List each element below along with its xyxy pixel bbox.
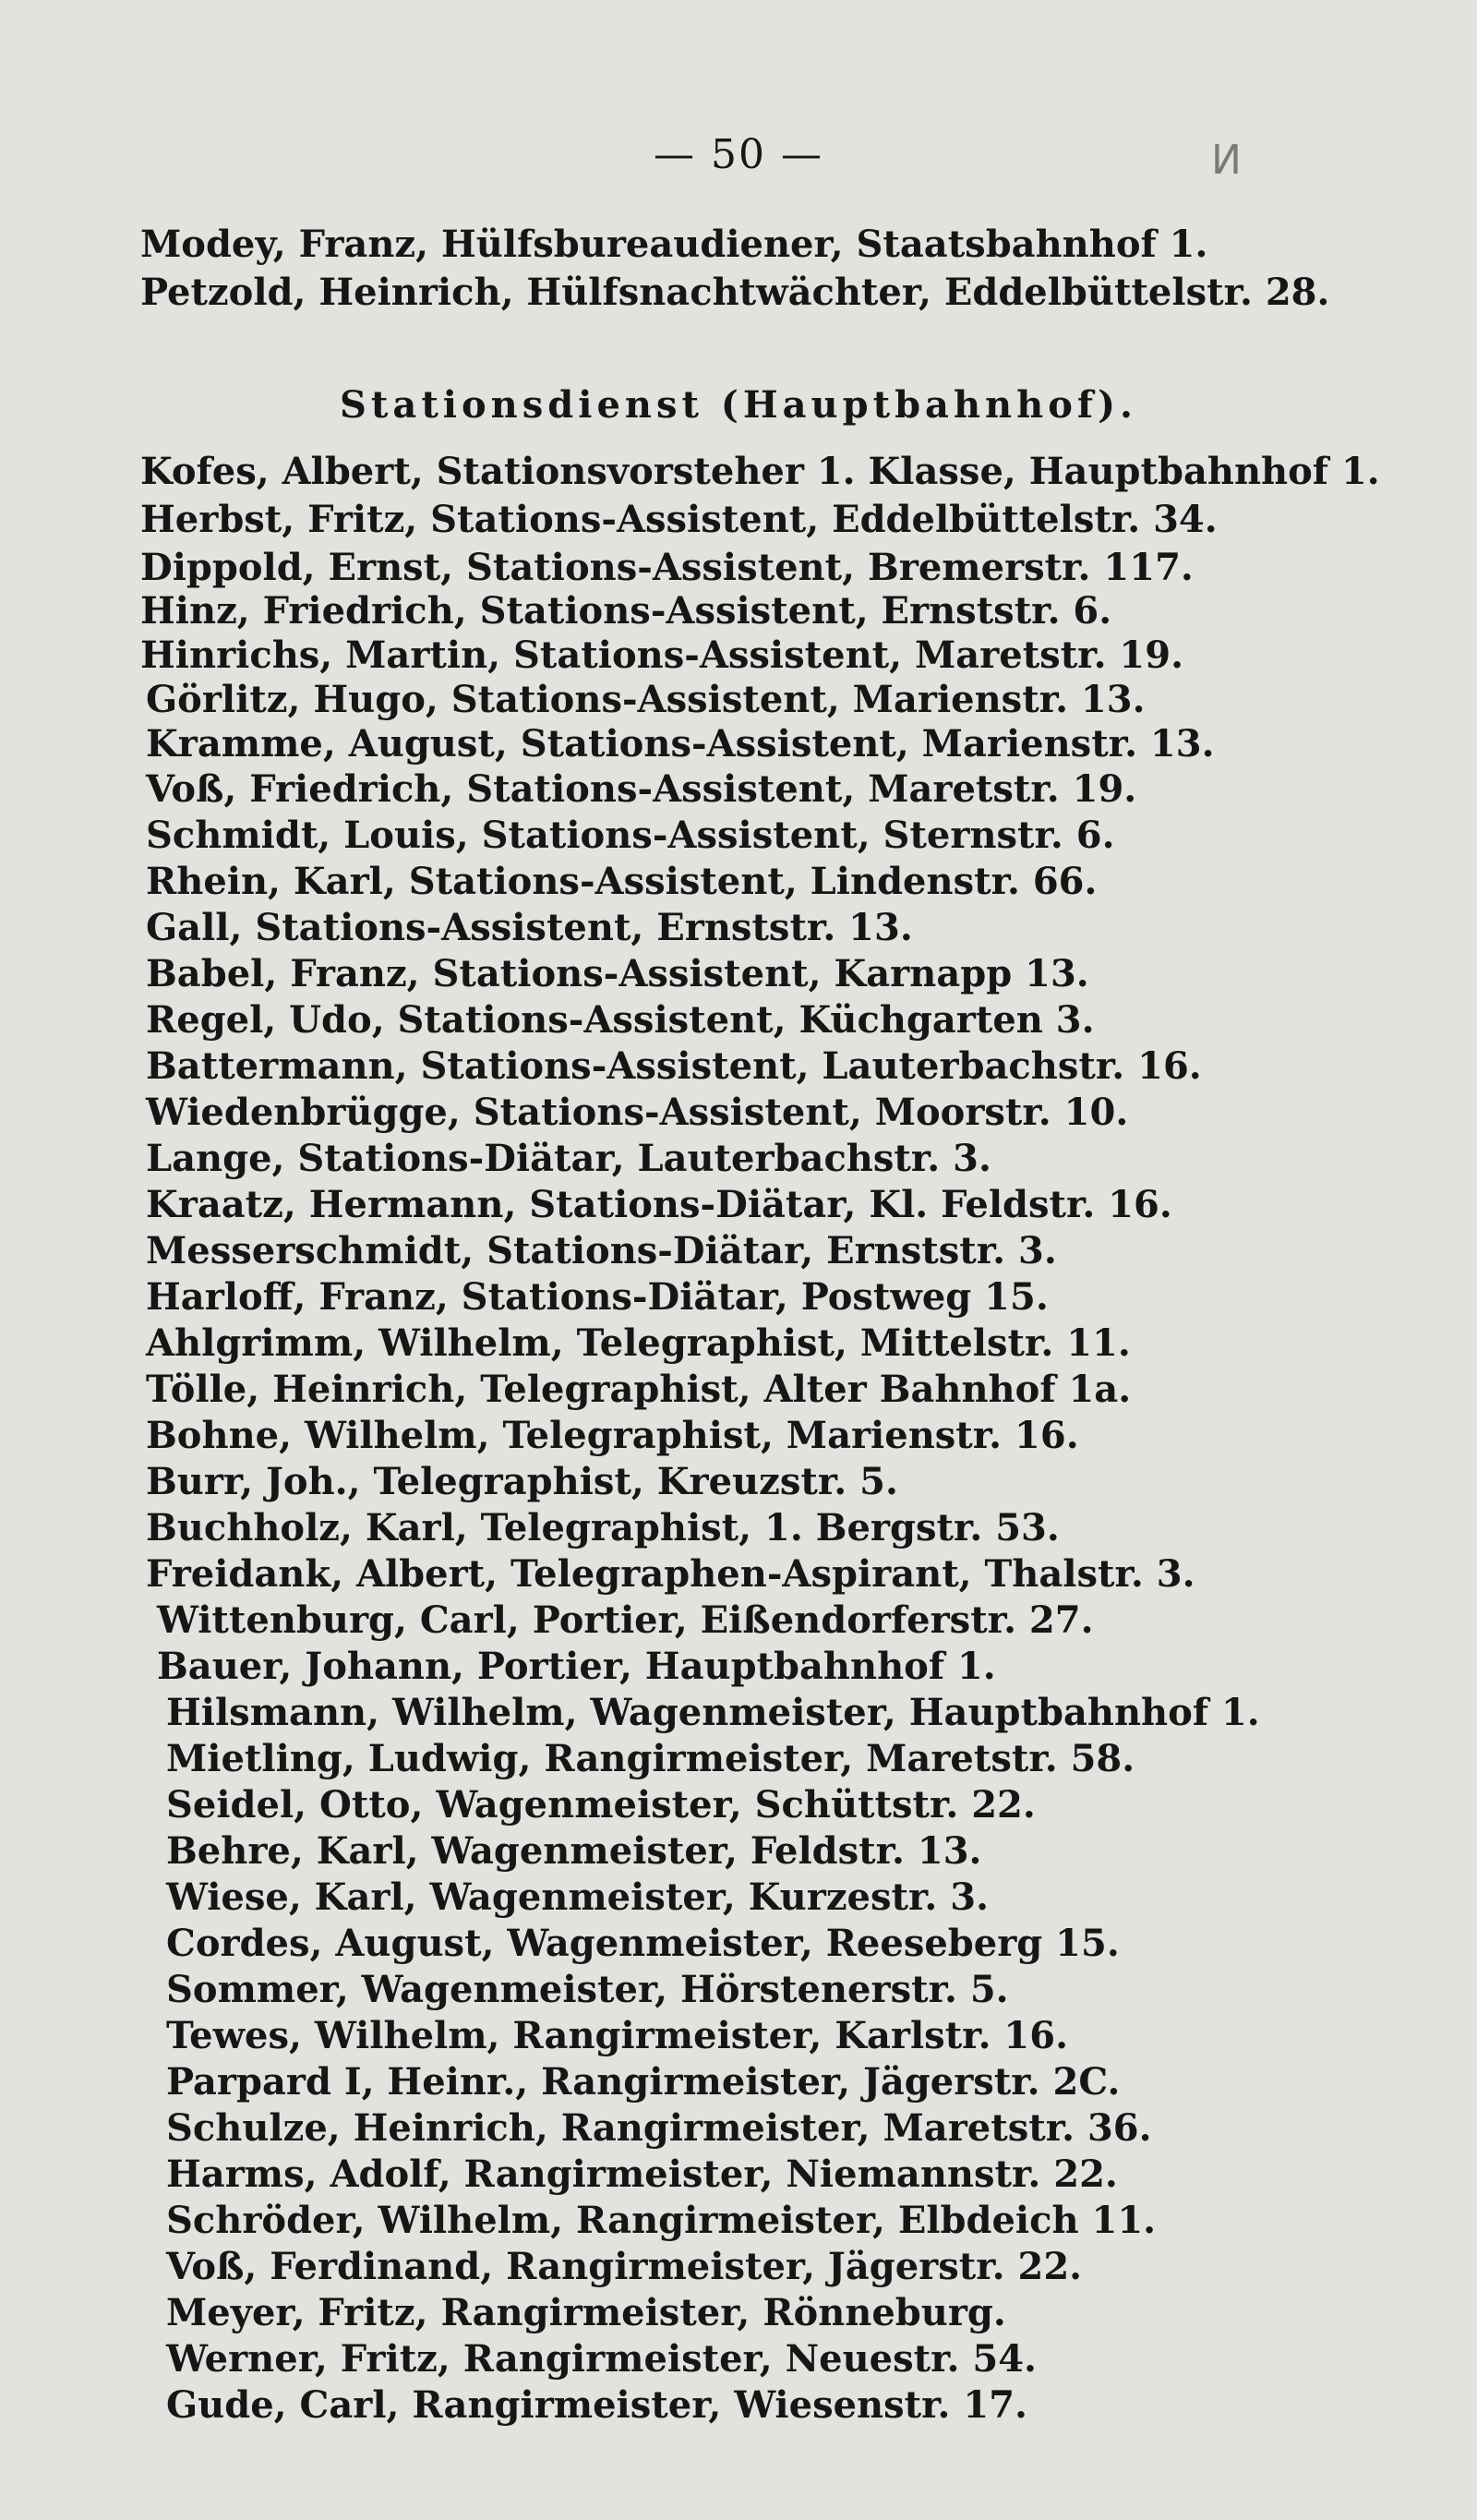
section-heading: Stationsdienst (Hauptbahnhof). bbox=[340, 383, 1137, 427]
entry-line: Parpard I, Heinr., Rangirmeister, Jägerstr. 2C. bbox=[166, 2060, 1121, 2104]
entry-line: Behre, Karl, Wagenmeister, Feldstr. 13. bbox=[166, 1829, 982, 1873]
entry-line: Hinz, Friedrich, Stations-Assistent, Ernststr. 6. bbox=[140, 589, 1112, 633]
entry-line: Bohne, Wilhelm, Telegraphist, Marienstr. 16. bbox=[146, 1414, 1079, 1457]
entry-line: Modey, Franz, Hülfsbureaudiener, Staatsbahnhof 1. bbox=[140, 223, 1208, 266]
entry-line: Battermann, Stations-Assistent, Lauterbachstr. 16. bbox=[146, 1044, 1202, 1088]
entry-line: Kramme, August, Stations-Assistent, Marienstr. 13. bbox=[146, 722, 1215, 766]
entry-line: Messerschmidt, Stations-Diätar, Ernststr. 3. bbox=[146, 1229, 1057, 1272]
entry-line: Kraatz, Hermann, Stations-Diätar, Kl. Feldstr. 16. bbox=[146, 1183, 1172, 1226]
entry-line: Gall, Stations-Assistent, Ernststr. 13. bbox=[146, 906, 913, 949]
entry-line: Harloff, Franz, Stations-Diätar, Postweg 15. bbox=[146, 1275, 1049, 1319]
entry-line: Babel, Franz, Stations-Assistent, Karnapp 13. bbox=[146, 952, 1089, 995]
entry-line: Hilsmann, Wilhelm, Wagenmeister, Hauptbahnhof 1. bbox=[166, 1691, 1260, 1734]
entry-line: Cordes, August, Wagenmeister, Reeseberg 15. bbox=[166, 1922, 1120, 1965]
entry-line: Mietling, Ludwig, Rangirmeister, Maretstr. 58. bbox=[166, 1737, 1135, 1780]
entry-line: Bauer, Johann, Portier, Hauptbahnhof 1. bbox=[157, 1645, 996, 1688]
entry-line: Schmidt, Louis, Stations-Assistent, Sternstr. 6. bbox=[146, 814, 1115, 857]
entry-line: Voß, Ferdinand, Rangirmeister, Jägerstr. 22. bbox=[166, 2245, 1083, 2288]
entry-line: Tölle, Heinrich, Telegraphist, Alter Bahnhof 1a. bbox=[146, 1368, 1132, 1411]
entry-line: Petzold, Heinrich, Hülfsnachtwächter, Eddelbüttelstr. 28. bbox=[140, 271, 1330, 314]
entry-line: Hinrichs, Martin, Stations-Assistent, Maretstr. 19. bbox=[140, 633, 1184, 677]
entry-line: Tewes, Wilhelm, Rangirmeister, Karlstr. 16. bbox=[166, 2014, 1069, 2057]
entry-line: Meyer, Fritz, Rangirmeister, Rönneburg. bbox=[166, 2291, 1006, 2334]
entry-line: Schulze, Heinrich, Rangirmeister, Maretstr. 36. bbox=[166, 2106, 1152, 2150]
entry-line: Burr, Joh., Telegraphist, Kreuzstr. 5. bbox=[146, 1460, 898, 1503]
entry-line: Kofes, Albert, Stationsvorsteher 1. Klasse, Hauptbahnhof 1. bbox=[140, 450, 1380, 493]
entry-line: Wittenburg, Carl, Portier, Eißendorferstr. 27. bbox=[157, 1598, 1094, 1642]
entry-line: Buchholz, Karl, Telegraphist, 1. Bergstr. 53. bbox=[146, 1506, 1060, 1549]
entry-line: Werner, Fritz, Rangirmeister, Neuestr. 54. bbox=[166, 2337, 1037, 2381]
entry-line: Wiese, Karl, Wagenmeister, Kurzestr. 3. bbox=[166, 1875, 989, 1919]
entry-line: Schröder, Wilhelm, Rangirmeister, Elbdeich 11. bbox=[166, 2199, 1157, 2242]
entry-line: Sommer, Wagenmeister, Hörstenerstr. 5. bbox=[166, 1968, 1009, 2011]
entry-line: Gude, Carl, Rangirmeister, Wiesenstr. 17. bbox=[166, 2383, 1027, 2427]
entry-line: Görlitz, Hugo, Stations-Assistent, Marienstr. 13. bbox=[146, 678, 1146, 721]
page-number: — 50 — bbox=[654, 131, 823, 178]
entry-line: Herbst, Fritz, Stations-Assistent, Eddelbüttelstr. 34. bbox=[140, 498, 1218, 541]
entry-line: Harms, Adolf, Rangirmeister, Niemannstr. 22. bbox=[166, 2152, 1118, 2196]
entry-line: Rhein, Karl, Stations-Assistent, Lindenstr. 66. bbox=[146, 860, 1098, 903]
entry-line: Voß, Friedrich, Stations-Assistent, Maretstr. 19. bbox=[146, 767, 1137, 811]
entry-line: Dippold, Ernst, Stations-Assistent, Bremerstr. 117. bbox=[140, 546, 1194, 589]
entry-line: Seidel, Otto, Wagenmeister, Schüttstr. 22. bbox=[166, 1783, 1036, 1827]
corner-pencil-mark: И bbox=[1211, 137, 1242, 184]
entry-line: Regel, Udo, Stations-Assistent, Küchgarten 3. bbox=[146, 998, 1095, 1042]
entry-line: Freidank, Albert, Telegraphen-Aspirant, Thalstr. 3. bbox=[146, 1552, 1195, 1596]
entry-line: Lange, Stations-Diätar, Lauterbachstr. 3. bbox=[146, 1137, 991, 1180]
entry-line: Wiedenbrügge, Stations-Assistent, Moorstr. 10. bbox=[146, 1091, 1129, 1134]
entry-line: Ahlgrimm, Wilhelm, Telegraphist, Mittelstr. 11. bbox=[146, 1321, 1131, 1365]
